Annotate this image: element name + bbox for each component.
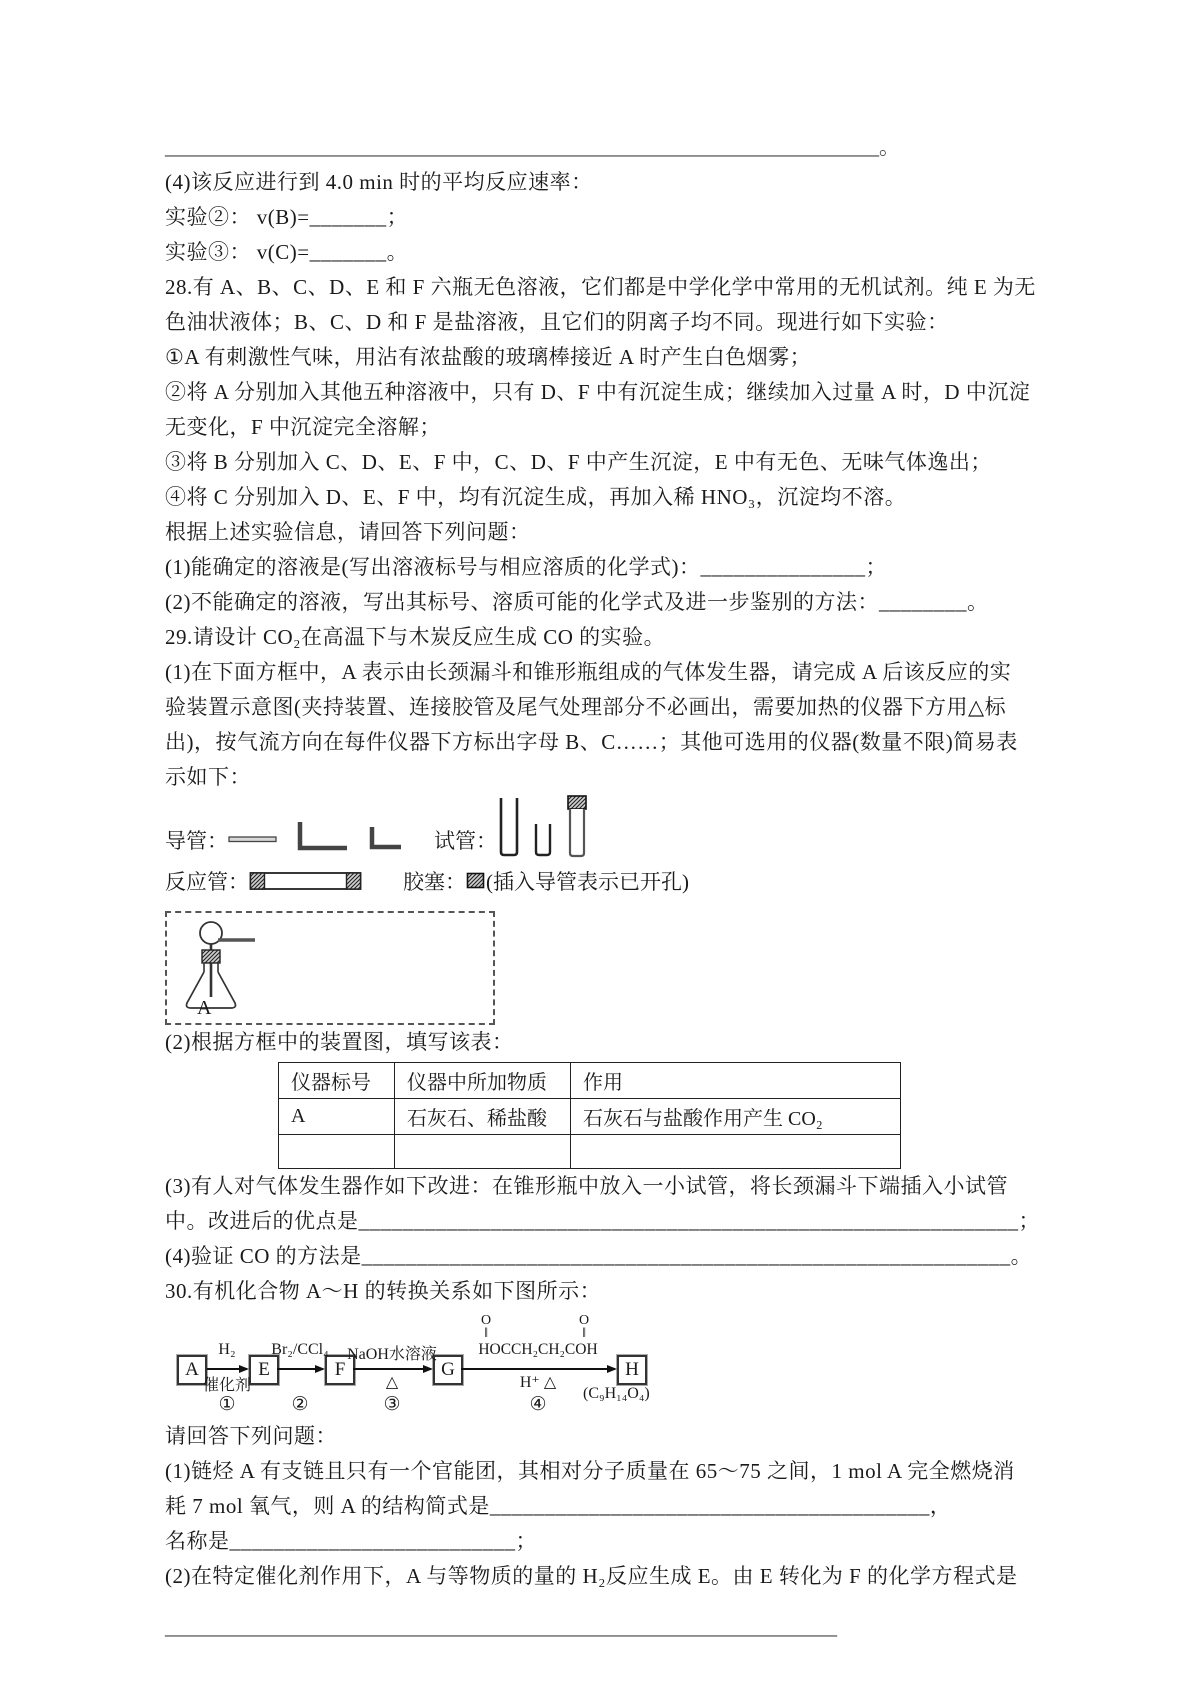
short-test-tube-icon (533, 824, 553, 858)
table-cell (571, 1135, 901, 1169)
arrow3-reagent: NaOH水溶液 (347, 1346, 437, 1363)
table-header-cell: 作用 (571, 1063, 901, 1099)
q28-question2: (2)不能确定的溶液，写出其标号、溶质可能的化学式及进一步鉴别的方法：________。 (165, 590, 989, 614)
generator-label: A (197, 997, 212, 1019)
arrow-2 (277, 1368, 323, 1370)
apparatus-drawing-box (165, 911, 495, 1025)
rubber-stopper-icon (466, 872, 486, 890)
compound-box-e: E (249, 1355, 279, 1385)
table-row (279, 1099, 901, 1135)
q30-line: 请回答下列问题： (165, 1424, 337, 1448)
arrow2-reagent: Br₂/CCl₄ (271, 1341, 329, 1358)
q29-line: 出)，按气流方向在每件仪器下方标出字母 B、C……；其他可选用的仪器(数量不限)简易表 (165, 730, 1018, 754)
q29-part2-prompt: (2)根据方框中的装置图，填写该表： (165, 1030, 514, 1054)
small-l-bend-tube-icon (368, 826, 404, 852)
table-cell (279, 1135, 395, 1169)
step2-number: ② (291, 1394, 309, 1415)
reaction-tube-icon (249, 870, 363, 892)
compound-box-g: G (433, 1355, 463, 1385)
q27-exp2-rate: 实验②： v(B)=_______； (165, 205, 409, 229)
q28-line: 根据上述实验信息，请回答下列问题： (165, 520, 531, 544)
arrow4-reagent-formula (461, 1313, 615, 1359)
l-bend-tube-icon (296, 821, 350, 853)
tall-test-tube-icon (497, 798, 521, 858)
compound-box-h: H (617, 1355, 647, 1385)
arrow3-condition: △ (385, 1374, 399, 1391)
q29-line: 29.请设计 CO₂在高温下与木炭反应生成 CO 的实验。 (165, 625, 666, 649)
table-cell (395, 1135, 571, 1169)
apparatus-icons-row (165, 797, 1095, 859)
table-cell: 石灰石与盐酸作用产生 CO₂ (571, 1099, 901, 1135)
q28-line: 无变化，F 中沉淀完全溶解； (165, 415, 441, 439)
step1-number: ① (218, 1394, 236, 1415)
apparatus-icons-row2 (165, 863, 1095, 899)
q30-line: (2)在特定催化剂作用下，A 与等物质的量的 H₂反应生成 E。由 E 转化为 F 的化学方程式是 (165, 1564, 1018, 1588)
q29-part3-line: 中。改进后的优点是____________________________________________________________； (165, 1209, 1040, 1233)
q29-line: (1)在下面方框中，A 表示由长颈漏斗和锥形瓶组成的气体发生器，请完成 A 后该反应的实 (165, 660, 1012, 684)
step4-number: ④ (529, 1394, 547, 1415)
table-header-row (279, 1063, 901, 1099)
q28-line: ③将 B 分别加入 C、D、E、F 中，C、D、F 中产生沉淀，E 中有无色、无味气体逸出； (165, 450, 992, 474)
q30-intro: 30.有机化合物 A～H 的转换关系如下图所示： (165, 1279, 602, 1303)
table-header-cell: 仪器标号 (279, 1063, 395, 1099)
q28-line: ②将 A 分别加入其他五种溶液中，只有 D、F 中有沉淀生成；继续加入过量 A 时，D 中沉淀 (165, 380, 1031, 404)
q28-line: 色油状液体；B、C、D 和 F 是盐溶液，且它们的阴离子均不同。现进行如下实验： (165, 310, 949, 334)
q30-line: (1)链烃 A 有支链且只有一个官能团，其相对分子质量在 65～75 之间，1 mol A 完全燃烧消 (165, 1459, 1015, 1483)
tubing-label: 导管： (165, 829, 228, 853)
q29-part4-line: (4)验证 CO 的方法是___________________________________________________________。 (165, 1244, 1033, 1268)
q30-line: 耗 7 mol 氧气，则 A 的结构简式是________________________________________， (165, 1494, 952, 1518)
compound-box-a: A (177, 1355, 207, 1385)
gas-generator-flask-icon (175, 917, 295, 1017)
answer-blank-line: ________________________________________________________________ (165, 1615, 837, 1639)
table-row (279, 1135, 901, 1169)
straight-tube-icon (228, 833, 278, 847)
q29-line: 验装置示意图(夹持装置、连接胶管及尾气处理部分不必画出，需要加热的仪器下方用△标 (165, 695, 1007, 719)
test-tube-label: 试管： (434, 829, 497, 853)
q29-line: 示如下： (165, 765, 251, 789)
table-cell: 石灰石、稀盐酸 (395, 1099, 571, 1135)
carbonyl-double-bond-icon: O ‖ (481, 1313, 492, 1341)
product-h-formula: (C₉H₁₄O₄) (583, 1385, 650, 1402)
apparatus-table (278, 1062, 1095, 1169)
arrow-3 (353, 1368, 431, 1370)
arrow1-condition: 催化剂 (202, 1377, 251, 1394)
reaction-scheme (165, 1311, 1095, 1419)
q29-part3-line: (3)有人对气体发生器作如下改进：在锥形瓶中放入一小试管，将长颈漏斗下端插入小试管 (165, 1174, 1008, 1198)
arrow4-condition: H⁺ △ (519, 1374, 557, 1391)
stoppered-test-tube-icon (565, 795, 589, 859)
arrow1-reagent: H₂ (218, 1341, 236, 1358)
answer-blank-line: ____________________________________________________________________。 (165, 135, 900, 159)
reaction-tube-label: 反应管： (165, 870, 249, 894)
compound-box-f: F (325, 1355, 355, 1385)
diacid-formula: HOCCH₂CH₂COH (478, 1341, 598, 1358)
arrow-4 (461, 1368, 615, 1370)
q27-part4-prompt: (4)该反应进行到 4.0 min 时的平均反应速率： (165, 170, 593, 194)
q28-line: 28.有 A、B、C、D、E 和 F 六瓶无色溶液，它们都是中学化学中常用的无机试剂。纯 E 为无 (165, 275, 1036, 299)
q28-line: ④将 C 分别加入 D、E、F 中，均有沉淀生成，再加入稀 HNO₃，沉淀均不溶。 (165, 485, 907, 509)
rubber-stopper-note: (插入导管表示已开孔) (486, 870, 689, 894)
q28-line: ①A 有刺激性气味，用沾有浓盐酸的玻璃棒接近 A 时产生白色烟雾； (165, 345, 812, 369)
step3-number: ③ (383, 1394, 401, 1415)
rubber-stopper-label: 胶塞： (403, 870, 466, 894)
arrow-1 (207, 1368, 247, 1370)
q27-exp3-rate: 实验③： v(C)=_______。 (165, 240, 409, 264)
table-header-cell: 仪器中所加物质 (395, 1063, 571, 1099)
table-cell: A (279, 1099, 395, 1135)
carbonyl-double-bond-icon: O ‖ (579, 1313, 590, 1341)
q30-line: 名称是__________________________； (165, 1529, 537, 1553)
q28-question1: (1)能确定的溶液是(写出溶液标号与相应溶质的化学式)：_______________； (165, 555, 887, 579)
